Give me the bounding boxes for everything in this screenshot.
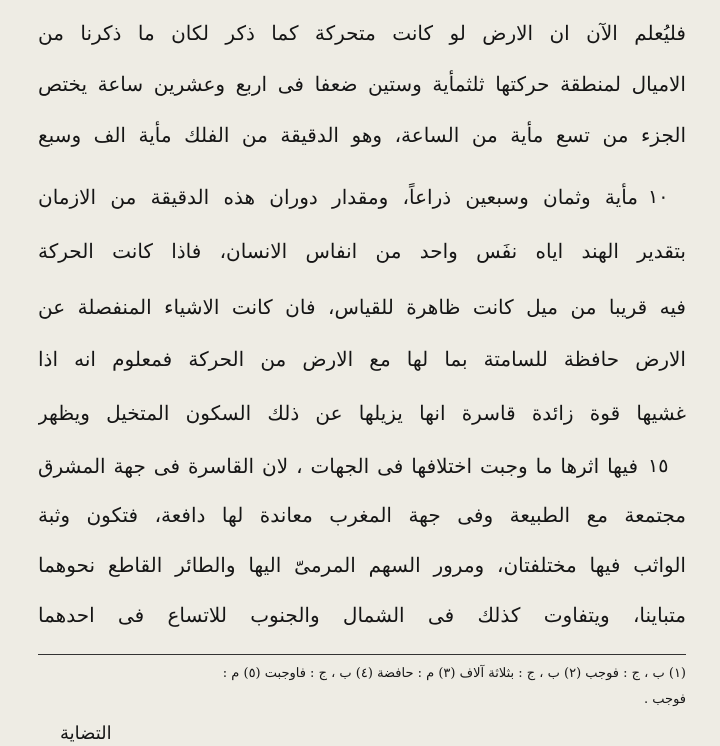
- text-line-7: الارض حافظة للسامتة بما لها مع الارض من الحركة فمعلوم انه اذا: [38, 347, 686, 371]
- text-line-2: الاميال لمنطقة حركتها ثلثمأية وستين ضعفا فى اربع وعشرين ساعة يختص: [38, 72, 686, 96]
- footnote-rule: [38, 654, 686, 655]
- text-line-12: متباينا، ويتفاوت كذلك فى الشمال والجنوب للاتساع فى احدهما: [38, 603, 686, 627]
- text-line-8: غشيها قوة زائدة قاسرة انها يزيلها عن ذلك السكون المتخيل ويظهر: [38, 401, 686, 425]
- text-line-6: فيه قريبا من ميل كانت ظاهرة للقياس، فان كانت الاشياء المنفصلة عن: [38, 295, 686, 319]
- text-line-5: بتقدير الهند اياه نفَس واحد من انفاس الانسان، فاذا كانت الحركة: [38, 239, 686, 263]
- text-line-1: فليُعلم الآن ان الارض لو كانت متحركة كما ذكر لكان ما ذكرنا من: [38, 21, 686, 45]
- line-number-15: ١٥: [648, 455, 669, 477]
- text-line-3: الجزء من تسع مأية من الساعة، وهو الدقيقة من الفلك مأية الف وسبع: [38, 123, 686, 147]
- text-line-4: مأية وثمان وسبعين ذراعاً، ومقدار دوران هذه الدقيقة من الازمان: [38, 185, 638, 209]
- text-line-9: فيها اثرها ما وجبت اختلافها فى الجهات ، لان القاسرة فى جهة المشرق: [38, 454, 638, 478]
- text-line-11: الواثب فيها مختلفتان، ومرور السهم المرمىّ اليها والطائر القاطع نحوهما: [38, 553, 686, 577]
- catchword: التضاية: [60, 723, 112, 744]
- text-line-10: مجتمعة مع الطبيعة وفى جهة المغرب معاندة لها دافعة، فتكون وثبة: [38, 503, 686, 527]
- footnote-line-1: (١) ب ، ج : فوجب (٢) ب ، ج : بثلاثة آلاف (٣) م : حافضة (٤) ب ، ج : فاوجبت (٥) م :: [222, 666, 686, 681]
- line-number-10: ١٠: [648, 186, 669, 208]
- footnote-line-2: فوجب .: [644, 692, 686, 707]
